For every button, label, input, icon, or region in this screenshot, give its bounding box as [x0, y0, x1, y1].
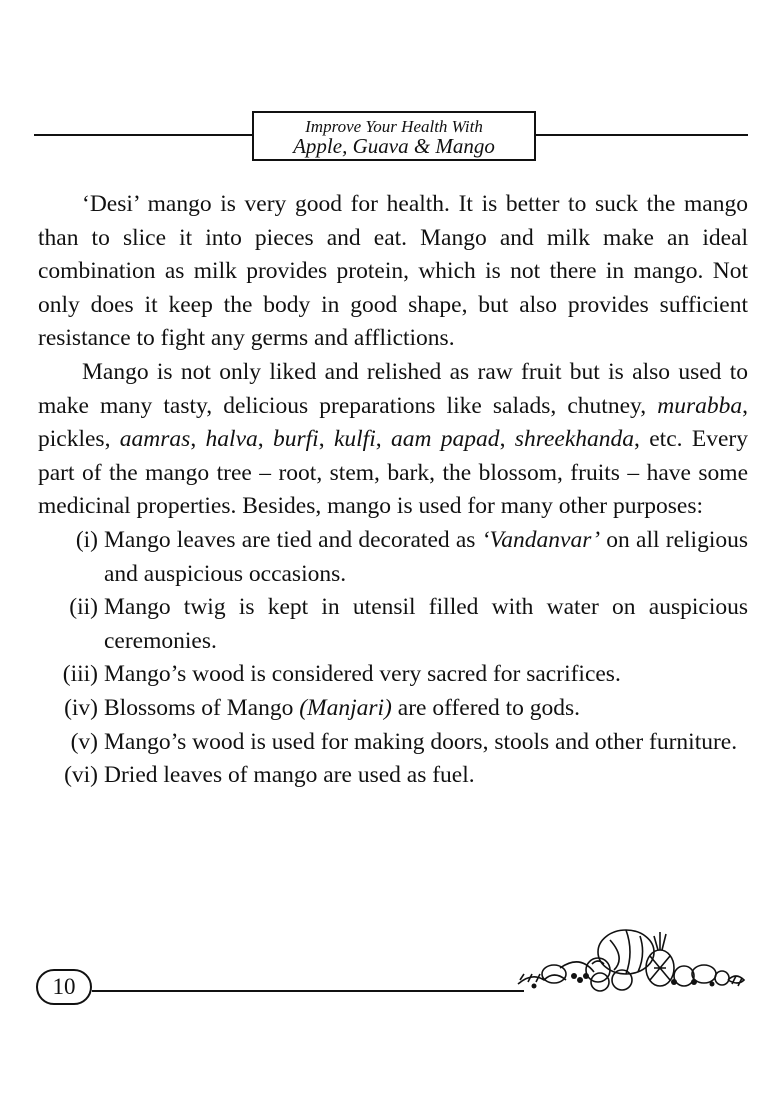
fruit-basket-icon [514, 924, 750, 992]
header-rule-right [536, 134, 748, 136]
paragraph [38, 188, 748, 356]
text-segment: Mango’s wood is considered very sacred for sacrifices. [104, 661, 621, 688]
text-segment: , [257, 426, 273, 453]
list-item [38, 524, 748, 591]
list-item-text [104, 594, 748, 654]
list-item-number: (i) [75, 526, 98, 553]
italic-term: aam papad [390, 426, 500, 453]
list-item-text [104, 695, 580, 721]
text-segment: Mango twig is kept in utensil filled with water on auspicious ceremonies. [104, 594, 748, 654]
body-text [38, 188, 748, 793]
header-rule-left [34, 134, 252, 136]
text-segment: , [318, 426, 334, 453]
text-segment: , etc. Every part of the mango tree – root, stem, bark, the blossom, fruits – have some medicinal properties. Besides, mango is used for many other purposes: [38, 426, 748, 520]
page-number: 10 [36, 969, 92, 1005]
italic-term: burfi [273, 426, 319, 453]
text-segment: Blossoms of Mango [104, 694, 300, 721]
italic-term: (Manjari) [299, 694, 392, 721]
list-item-text [104, 729, 737, 755]
text-segment: , [499, 426, 515, 453]
list-item [38, 726, 748, 760]
italic-term: ‘Vandanvar’ [481, 526, 601, 553]
list-item-number: (iii) [62, 661, 98, 688]
uses-list [38, 524, 748, 793]
list-item [38, 759, 748, 793]
italic-term: halva [205, 426, 258, 453]
list-item [38, 658, 748, 692]
header-line-2: Apple, Guava & Mango [293, 134, 495, 158]
text-segment: , [375, 426, 391, 453]
text-segment: , pickles, [38, 392, 748, 453]
text-segment: , [190, 426, 206, 453]
list-item-number: (iv) [64, 694, 98, 721]
list-item-number: (ii) [69, 594, 98, 621]
list-item-text [104, 661, 621, 687]
list-item [38, 692, 748, 726]
footer-rule [92, 990, 524, 992]
italic-term: shreekhanda [514, 426, 635, 453]
list-item-number: (v) [70, 728, 98, 755]
text-segment: Mango’s wood is used for making doors, stools and other furniture. [104, 728, 738, 755]
italic-term: murabba [657, 392, 743, 419]
text-segment: on all religious and auspicious occasions. [104, 526, 748, 587]
paragraph [38, 356, 748, 524]
text-segment: are offered to gods. [391, 694, 581, 721]
italic-term: aamras [119, 426, 191, 453]
text-segment: ‘Desi’ mango is very good for health. It is better to suck the mango than to slice it into pieces and eat. Mango and milk make an ideal combination as milk provides protein, which is not there in mango. Not only does it keep the body in good shape, but also provides sufficient resistance to fight any germs and afflictions. [38, 191, 748, 352]
header-line-1: Improve Your Health With [305, 117, 483, 136]
text-segment: Mango leaves are tied and decorated as [104, 526, 482, 553]
list-item-text [104, 762, 475, 788]
list-item-number: (vi) [64, 762, 98, 789]
italic-term: kulfi [333, 426, 376, 453]
list-item-text [104, 527, 748, 587]
running-header [252, 111, 536, 161]
text-segment: Mango is not only liked and relished as raw fruit but is also used to make many tasty, delicious preparations like salads, chutney, [38, 358, 748, 419]
text-segment: Dried leaves of mango are used as fuel. [104, 762, 475, 789]
list-item [38, 591, 748, 658]
